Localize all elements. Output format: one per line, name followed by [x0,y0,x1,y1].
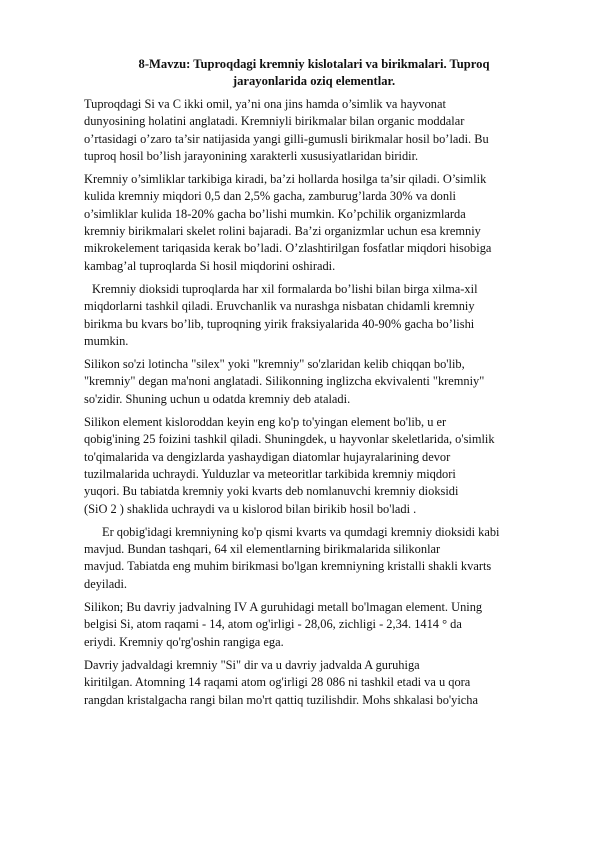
text-line: (SiO 2 ) shaklida uchraydi va u kislorod bilan birikib hosil bo'ladi . [84,501,417,516]
paragraph [84,356,544,408]
text-line: deyiladi. [84,576,128,591]
text-line: kremniy birikmalari skelet rolini bajaradi. Ba’zi organizmlar uchun esa kremniy [84,224,481,239]
text-line: Kremniy o’simliklar tarkibiga kiradi, ba’zi hollarda hosilga ta’sir qiladi. O’simlik [84,172,487,187]
text-line: birikma bu kvars bo’lib, tuproqning yirik fraksiyalarida 40-90% gacha bo’lishi [84,316,475,331]
text-line: kambag’al tuproqlarda Si hosil miqdorini oshiradi. [84,258,336,273]
text-line: Silikon; Bu davriy jadvalning IV A guruhidagi metall bo'lmagan element. Uning [84,600,483,615]
text-line: eriydi. Kremniy qo'rg'oshin rangiga ega. [84,634,284,649]
text-line: o’rtasidagi o’zaro ta’sir natijasida yangi gilli-gumusli birikmalar hosil bo’ladi. Bu [84,131,489,146]
text-line: o’simliklar kulida 18-20% gacha bo’lishi mumkin. Ko’pchilik organizmlarda [84,206,466,221]
paragraph [84,96,544,165]
text-line: mavjud. Bundan tashqari, 64 xil elementlarning birikmalarida silikonlar [84,542,441,557]
text-line: mikrokelement tariqasida kerak bo’ladi. O’zlashtirilgan fosfatlar miqdori hisobiga [84,241,492,256]
text-line: kiritilgan. Atomning 14 raqami atom og'irligi 28 086 ni tashkil etadi va u qora [84,675,471,690]
text-line: Er qobig'idagi kremniyning ko'p qismi kvarts va qumdagi kremniy dioksidi kabi [102,524,500,539]
text-line: Kremniy dioksidi tuproqlarda har xil formalarda bo’lishi bilan birga xilma-xil [92,281,478,296]
text-line: mumkin. [84,333,129,348]
document-title [84,56,544,90]
text-line: Silikon so'zi lotincha "silex" yoki "kremniy" so'zlaridan kelib chiqqan bo'lib, [84,357,465,372]
text-line: kulida kremniy miqdori 0,5 dan 2,5% gacha, zamburug’larda 30% va donli [84,189,456,204]
paragraph [84,171,544,275]
text-line: miqdorlarni tashkil qiladi. Eruvchanlik va nurashga nisbatan chidamli kremniy [84,299,475,314]
text-line: mavjud. Tabiatda eng muhim birikmasi bo'lgan kremniyning kristalli shakli kvarts [84,559,492,574]
text-line: dunyosining holatini anglatadi. Kremniyli birikmalar bilan organic moddalar [84,114,465,129]
paragraph [84,524,544,593]
text-line: to'qimalarida va dengizlarda yashaydigan diatomlar hujayralarining devor [84,449,451,464]
text-line: Davriy jadvaldagi kremniy "Si" dir va u davriy jadvalda A guruhiga [84,657,420,672]
text-line: "kremniy" degan ma'noni anglatadi. Silikonning inglizcha ekvivalenti "kremniy" [84,374,485,389]
paragraph [84,599,544,651]
title-line: 8-Mavzu: Tuproqdagi kremniy kislotalari va birikmalari. Tuproq [138,57,490,71]
paragraph [84,414,544,518]
title-line: jarayonlarida oziq elementlar. [232,74,396,88]
document-content [84,56,544,715]
text-line: qobig'ining 25 foizini tashkil qiladi. Shuningdek, u hayvonlar skeletlarida, o'simlik [84,432,495,447]
paragraph [84,657,544,709]
text-line: Tuproqdagi Si va C ikki omil, ya’ni ona jins hamda o’simlik va hayvonat [84,97,446,111]
text-line: belgisi Si, atom raqami - 14, atom og'irligi - 28,06, zichligi - 2,34. 1414 ° da [84,617,462,632]
text-line: rangdan kristalgacha rangi bilan mo'rt qattiq tuzilishdir. Mohs shkalasi bo'yicha [84,692,478,707]
text-line: so'zidir. Shuning uchun u odatda kremniy deb ataladi. [84,391,351,406]
text-line: yuqori. Bu tabiatda kremniy yoki kvarts deb nomlanuvchi kremniy dioksidi [84,484,459,499]
text-line: tuproq hosil bo’lish jarayonining xarakterli xususiyatlaridan biridir. [84,148,419,163]
paragraph [84,281,544,350]
text-line: Silikon element kisloroddan keyin eng ko'p to'yingan element bo'lib, u er [84,415,447,430]
text-line: tuzilmalarida uchraydi. Yulduzlar va meteoritlar tarkibida kremniy miqdori [84,466,456,481]
